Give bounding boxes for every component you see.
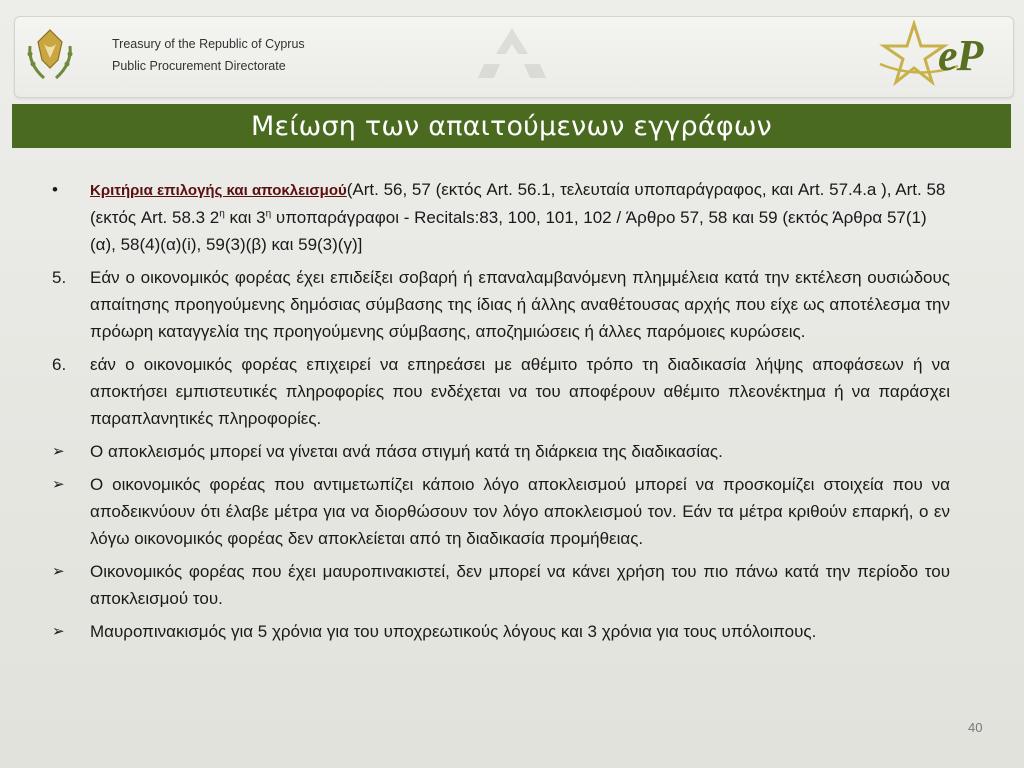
arrow-bullet-icon: ➢ <box>52 563 65 580</box>
arrow-item <box>48 558 950 612</box>
bullet-text-c: υποπαράγραφοι - Recitals:83, 100, 101, 102 / Άρθρο 57, 58 και 59 (εκτός Άρθρα 57(1)(α), 58(4)(α)(i), 59(3)(β) και 59(3)(γ)] <box>90 208 927 254</box>
numbered-text: Εάν ο οικονομικός φορέας έχει επιδείξει σοβαρή ή επαναλαμβανόμενη πλημμέλεια κατά την εκτέλεση ουσιώδους απαίτησης προηγούμενης δημόσιας σύμβασης της ίδιας ή άλλης αναθέτουσας αρχής που είχε ως αποτέλεσμα την πρόωρη καταγγελία της προηγούμενης σύμβασης, αποζημιώσεις ή άλλες παρόμοιες κυρώσεις. <box>90 268 950 341</box>
bullet-text-a: (Art. 56, 57 (εκτός Art. 56.1, τελευταία υποπαράγραφος, και Art. 57.4.a ), Art. 58 (εκτός Art. 58.3 2 <box>90 180 946 227</box>
arrow-item <box>48 618 950 645</box>
numbered-item-6 <box>48 351 950 432</box>
org-line-2: Public Procurement Directorate <box>112 59 286 73</box>
arrow-bullet-icon: ➢ <box>52 623 65 640</box>
bullet-marker: • <box>52 180 58 199</box>
cyprus-emblem-icon <box>22 24 78 86</box>
arrow-item-text: Μαυροπινακισμός για 5 χρόνια για του υποχρεωτικούς λόγους και 3 χρόνια για τους υπόλοιπους. <box>90 622 817 641</box>
page-number: 40 <box>968 720 983 735</box>
numbered-text: εάν ο οικονομικός φορέας επιχειρεί να επηρεάσει με αθέμιτο τρόπο τη διαδικασία λήψης αποφάσεων ή να αποκτήσει εμπιστευτικές πληροφορίες που ενδέχεται να του αποφέρουν αθέμιτο πλεονέκτημα ή να παράσχει παραπλανητικές πληροφορίες. <box>90 355 950 428</box>
arrow-bullet-icon: ➢ <box>52 443 65 460</box>
arrow-item <box>48 471 950 552</box>
bullet-text-b: και 3 <box>224 208 266 227</box>
recycle-watermark-icon <box>470 24 554 84</box>
numbered-item-5 <box>48 264 950 345</box>
bullet-item <box>48 176 950 258</box>
slide-content <box>48 176 950 651</box>
arrow-item-text: Ο οικονομικός φορέας που αντιμετωπίζει κάποιο λόγο αποκλεισμού μπορεί να προσκομίζει στοιχεία που να αποδεικνύουν ότι έλαβε μέτρα για να διορθώσουν τον λόγο αποκλεισμού τον. Εάν τα μέτρα κριθούν επαρκή, ο εν λόγω οικονομικός φορέας δεν αποκλείεται από τη διαδικασία προμήθειας. <box>90 475 950 548</box>
slide-title: Μείωση των απαιτούμενων εγγράφων <box>251 110 772 142</box>
number-marker: 6. <box>52 355 67 374</box>
number-marker: 5. <box>52 268 67 287</box>
ep-logo-text: eP <box>938 31 983 80</box>
criteria-link: Κριτήρια επιλογής και αποκλεισμού <box>90 182 347 199</box>
organization-name <box>112 33 305 77</box>
superscript-1: η <box>219 208 225 220</box>
arrow-bullet-icon: ➢ <box>52 476 65 493</box>
arrow-item <box>48 438 950 465</box>
org-line-1: Treasury of the Republic of Cyprus <box>112 37 305 51</box>
title-bar <box>12 104 1011 148</box>
superscript-2: η <box>265 208 272 220</box>
arrow-item-text: Ο αποκλεισμός μπορεί να γίνεται ανά πάσα στιγμή κατά τη διάρκεια της διαδικασίας. <box>90 442 723 461</box>
arrow-item-text: Οικονομικός φορέας που έχει μαυροπινακιστεί, δεν μπορεί να κάνει χρήση του πιο πάνω κατά την περίοδο του αποκλεισμού του. <box>90 562 950 608</box>
